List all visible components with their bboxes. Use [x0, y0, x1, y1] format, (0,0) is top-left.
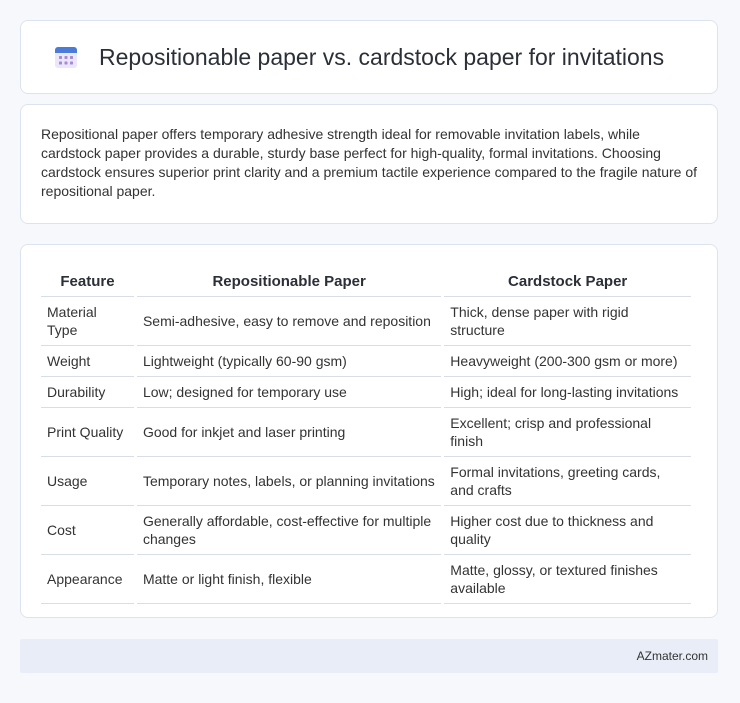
- repositionable-cell: Good for inkjet and laser printing: [137, 408, 441, 457]
- table-row: [41, 297, 691, 346]
- header-repositionable: Repositionable Paper: [137, 263, 441, 297]
- feature-cell: Material Type: [41, 297, 134, 346]
- feature-cell: Cost: [41, 506, 134, 555]
- footer-brand-link[interactable]: AZmater.com: [636, 649, 708, 663]
- repositionable-cell: Temporary notes, labels, or planning invitations: [137, 457, 441, 506]
- cardstock-cell: Formal invitations, greeting cards, and crafts: [444, 457, 691, 506]
- calendar-icon: [53, 44, 79, 70]
- table-row: [41, 457, 691, 506]
- comparison-card: [20, 244, 718, 618]
- header-cardstock: Cardstock Paper: [444, 263, 691, 297]
- cardstock-cell: Excellent; crisp and professional finish: [444, 408, 691, 457]
- table-row: [41, 555, 691, 604]
- table-header-row: [41, 263, 691, 297]
- page-title: Repositionable paper vs. cardstock paper for invitations: [99, 43, 665, 70]
- repositionable-cell: Lightweight (typically 60-90 gsm): [137, 346, 441, 377]
- feature-cell: Print Quality: [41, 408, 134, 457]
- table-row: [41, 377, 691, 408]
- header-feature: Feature: [41, 263, 134, 297]
- table-row: [41, 346, 691, 377]
- feature-cell: Usage: [41, 457, 134, 506]
- repositionable-cell: Semi-adhesive, easy to remove and reposition: [137, 297, 441, 346]
- cardstock-cell: Thick, dense paper with rigid structure: [444, 297, 691, 346]
- repositionable-cell: Matte or light finish, flexible: [137, 555, 441, 604]
- cardstock-cell: Matte, glossy, or textured finishes available: [444, 555, 691, 604]
- title-card: [20, 20, 718, 94]
- cardstock-cell: Heavyweight (200-300 gsm or more): [444, 346, 691, 377]
- repositionable-cell: Low; designed for temporary use: [137, 377, 441, 408]
- feature-cell: Appearance: [41, 555, 134, 604]
- feature-cell: Weight: [41, 346, 134, 377]
- table-row: [41, 408, 691, 457]
- comparison-table: [38, 263, 694, 604]
- table-row: [41, 506, 691, 555]
- cardstock-cell: High; ideal for long-lasting invitations: [444, 377, 691, 408]
- feature-cell: Durability: [41, 377, 134, 408]
- repositionable-cell: Generally affordable, cost-effective for multiple changes: [137, 506, 441, 555]
- summary-text: Repositional paper offers temporary adhesive strength ideal for removable invitation labels, while cardstock paper provides a durable, sturdy base perfect for high-quality, formal invitations. Choosing cardstock ensures superior print clarity and a premium tactile experience compared to the fragile nature of repositional paper.: [41, 126, 697, 199]
- cardstock-cell: Higher cost due to thickness and quality: [444, 506, 691, 555]
- footer-bar: [20, 639, 718, 673]
- summary-card: [20, 104, 718, 224]
